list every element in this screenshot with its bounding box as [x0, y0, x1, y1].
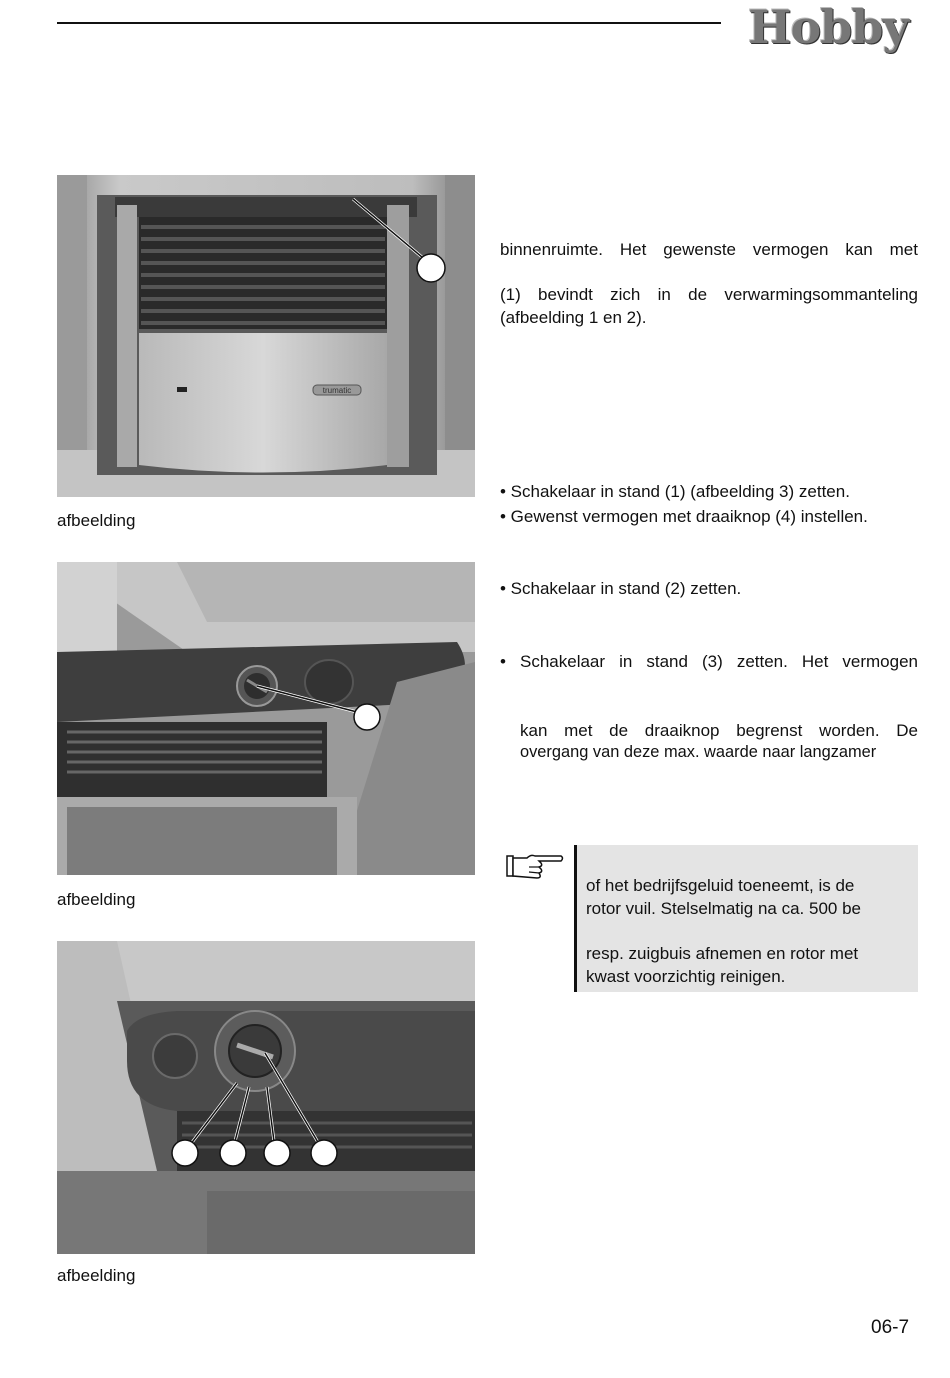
page-number: 06-7	[871, 1317, 910, 1338]
figure-2-caption: afbeelding	[57, 890, 136, 909]
figure-1-caption: afbeelding	[57, 511, 136, 530]
callout-marker	[172, 1140, 198, 1166]
note-text: of het bedrijfsgeluid toeneemt, is de	[586, 876, 855, 895]
body-text: (afbeelding 1 en 2).	[500, 308, 647, 327]
list-item: • Schakelaar in stand (3) zetten. Het vermogen	[500, 652, 918, 671]
pointing-hand-icon	[505, 850, 565, 887]
note-text: resp. zuigbuis afnemen en rotor met	[586, 944, 859, 963]
callout-marker	[311, 1140, 337, 1166]
callout-marker	[264, 1140, 290, 1166]
body-text: kan met de draaiknop begrenst worden. De	[520, 721, 918, 740]
callout-marker	[417, 254, 445, 282]
list-item: • Schakelaar in stand (1) (afbeelding 3) zetten.	[500, 482, 850, 501]
body-text: binnenruimte. Het gewenste vermogen kan met	[500, 240, 918, 259]
figure-2-photo	[57, 562, 475, 875]
list-item: • Gewenst vermogen met draaiknop (4) instellen.	[500, 507, 868, 526]
note-text: rotor vuil. Stelselmatig na ca. 500 be	[586, 899, 861, 918]
note-text: kwast voorzichtig reinigen.	[586, 967, 786, 986]
figure-3-photo	[57, 941, 475, 1254]
brand-plate: trumatic	[322, 386, 352, 395]
header-rule	[57, 22, 721, 24]
body-text: (1) bevindt zich in de verwarmingsommanteling	[500, 285, 918, 304]
body-text: overgang van deze max. waarde naar langzamer	[520, 743, 877, 761]
list-item: • Schakelaar in stand (2) zetten.	[500, 579, 742, 598]
callout-marker	[220, 1140, 246, 1166]
callout-marker	[354, 704, 380, 730]
figure-3-caption: afbeelding	[57, 1266, 136, 1285]
hobby-logo: Hobby	[748, 0, 909, 54]
figure-1-photo	[57, 175, 475, 497]
